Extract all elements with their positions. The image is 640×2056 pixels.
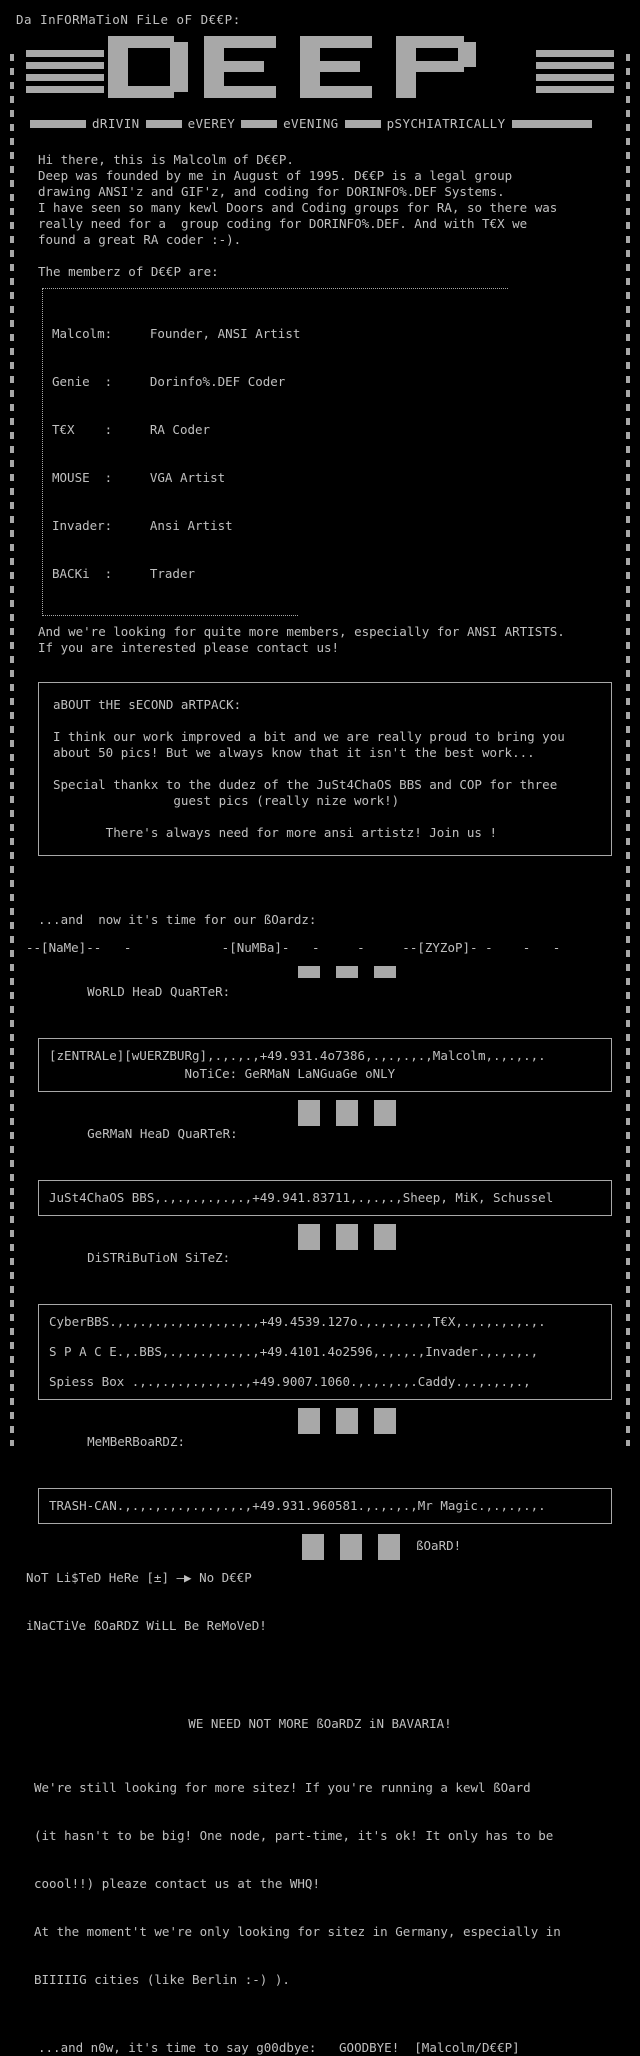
member-role: Trader bbox=[149, 566, 196, 581]
tagline-word-4: pSYCHIATRICALLY bbox=[386, 116, 506, 131]
member-role: Founder, ANSI Artist bbox=[149, 326, 301, 341]
intro-line-3: drawing ANSI'z and GIF'z, and coding for DORINFO%.DEF Systems. bbox=[38, 184, 505, 199]
tagline-word-1: dRIVIN bbox=[92, 116, 140, 131]
recruit-line-1: And we're looking for quite more members, especially for ANSI ARTISTS. bbox=[38, 624, 565, 639]
member-handle: MOUSE : bbox=[52, 470, 113, 485]
member-role: Ansi Artist bbox=[149, 518, 233, 533]
footnote-line-2: iNaCTiVe ßOaRDZ WiLL Be ReMoVeD! bbox=[26, 1618, 267, 1633]
board-row: Spiess Box .,.,.,.,.,.,.,.,+49.9007.1060.,.,.,.,.Caddy.,.,.,.,., bbox=[49, 1374, 531, 1389]
footnote-marker-squares bbox=[302, 1534, 400, 1560]
artpack-line-4: guest pics (really nize work!) bbox=[53, 793, 400, 808]
boards-intro: ...and now it's time for our ßOardz: bbox=[38, 912, 317, 927]
artpack-title: aBOUT tHE sECOND aRTPACK: bbox=[53, 697, 242, 712]
member-row bbox=[52, 374, 628, 390]
intro-line-2: Deep was founded by me in August of 1995. D€€P is a legal group bbox=[38, 168, 513, 183]
logo-letter-p bbox=[396, 36, 482, 98]
board-row: CyberBBS.,.,.,.,.,.,.,.,.,.,+49.4539.127o.,.,.,.,.,T€X,.,.,.,.,.,. bbox=[49, 1314, 546, 1329]
member-role: VGA Artist bbox=[149, 470, 226, 485]
logo-tagline-row bbox=[12, 116, 628, 138]
member-row bbox=[52, 518, 628, 534]
footnote-board-label: ßOaRD! bbox=[416, 1538, 462, 1553]
logo-right-bars bbox=[536, 50, 614, 98]
board-row: S P A C E.,.BBS,.,.,.,.,.,.,+49.4101.4o2596,.,.,.,Invader.,.,.,., bbox=[49, 1344, 539, 1359]
ghq-title-text: GeRMaN HeaD QuaRTeR: bbox=[87, 1126, 238, 1141]
member-row bbox=[52, 470, 628, 486]
artpack-line-5: There's always need for more ansi artistz! Join us ! bbox=[53, 825, 498, 840]
member-handle: Invader: bbox=[52, 518, 113, 533]
deep-logo bbox=[12, 36, 628, 114]
members-heading: The memberz of D€€P are: bbox=[38, 264, 219, 279]
artpack-line-1: I think our work improved a bit and we are really proud to bring you bbox=[53, 729, 565, 744]
member-row bbox=[52, 566, 628, 582]
board-box-whq bbox=[38, 1038, 612, 1092]
member-role: Dorinfo%.DEF Coder bbox=[149, 374, 286, 389]
closing-line-2: (it hasn't to be big! One node, part-time, it's ok! It only has to be bbox=[34, 1828, 554, 1843]
tagline-word-3: eVENING bbox=[283, 116, 339, 131]
board-box-memberboards bbox=[38, 1488, 612, 1524]
logo-left-bars bbox=[26, 50, 104, 98]
boards-closing bbox=[34, 1748, 628, 2020]
boards-column-header: --[NaMe]-- - -[NuMBa]- - - --[ZYZoP]- - - - bbox=[26, 940, 561, 955]
member-list bbox=[38, 288, 628, 616]
memberboards-title-text: MeMBeRBoaRDZ: bbox=[87, 1434, 185, 1449]
memberboards-marker-squares bbox=[298, 1408, 396, 1434]
ghq-marker-squares bbox=[298, 1100, 396, 1126]
boards-banner: WE NEED NOT MORE ßOaRDZ iN BAVARIA! bbox=[188, 1716, 452, 1731]
member-handle: T€X : bbox=[52, 422, 113, 437]
logo-letterforms bbox=[108, 36, 482, 98]
member-handle: BACKi : bbox=[52, 566, 113, 581]
boards-footnote bbox=[26, 1538, 628, 1698]
dist-marker-squares bbox=[298, 1224, 396, 1250]
section-title-ghq bbox=[42, 1110, 628, 1174]
intro-line-1: Hi there, this is Malcolm of D€€P. bbox=[38, 152, 294, 167]
logo-letter-e2 bbox=[300, 36, 386, 98]
board-box-ghq bbox=[38, 1180, 612, 1216]
member-role: RA Coder bbox=[149, 422, 211, 437]
board-notice: NoTiCe: GeRMaN LaNGuaGe oNLY bbox=[49, 1066, 396, 1081]
artpack-box bbox=[38, 682, 612, 856]
board-row: [zENTRALe][wUERZBURg],.,.,.,+49.931.4o7386,.,.,.,.,Malcolm,.,.,.,. bbox=[49, 1048, 546, 1063]
logo-letter-e1 bbox=[204, 36, 290, 98]
footnote-line-1: NoT Li$TeD HeRe [±] —▶ No D€€P bbox=[26, 1570, 252, 1585]
section-title-memberboards bbox=[42, 1418, 628, 1482]
board-row: JuSt4ChaOS BBS,.,.,.,.,.,.,+49.941.83711,.,.,.,Sheep, MiK, Schussel bbox=[49, 1190, 554, 1205]
whq-title-text: WoRLD HeaD QuaRTeR: bbox=[87, 984, 231, 999]
closing-line-3: coool!!) pleaze contact us at the WHQ! bbox=[34, 1876, 320, 1891]
artpack-line-2: about 50 pics! But we always know that it isn't the best work... bbox=[53, 745, 535, 760]
intro-line-4: I have seen so many kewl Doors and Coding groups for RA, so there was bbox=[38, 200, 558, 215]
section-title-whq bbox=[42, 968, 628, 1032]
board-box-dist bbox=[38, 1304, 612, 1400]
intro-line-5: really need for a group coding for DORINFO%.DEF. And with T€X we bbox=[38, 216, 528, 231]
artpack-line-3: Special thankx to the dudez of the JuSt4ChaOS BBS and COP for three bbox=[53, 777, 558, 792]
document-title: Da InFORMaTioN FiLe oF D€€P: bbox=[16, 12, 241, 27]
recruit-line-2: If you are interested please contact us! bbox=[38, 640, 340, 655]
closing-line-1: We're still looking for more sitez! If you're running a kewl ßOard bbox=[34, 1780, 531, 1795]
tagline-word-2: eVEREY bbox=[187, 116, 236, 131]
closing-line-4: At the moment't we're only looking for sitez in Germany, especially in bbox=[34, 1924, 561, 1939]
member-handle: Genie : bbox=[52, 374, 113, 389]
member-handle: Malcolm: bbox=[52, 326, 113, 341]
board-row: TRASH-CAN.,.,.,.,.,.,.,.,.,+49.931.960581.,.,.,.,Mr Magic.,.,.,.,. bbox=[49, 1498, 546, 1513]
boards-section bbox=[12, 882, 628, 2056]
intro-line-6: found a great RA coder :-). bbox=[38, 232, 242, 247]
goodbye-line: ...and n0w, it's time to say g00dbye: GOODBYE! [Malcolm/D€€P] bbox=[38, 2040, 520, 2055]
logo-letter-d bbox=[108, 36, 194, 98]
closing-line-5: BIIIIIG cities (like Berlin :-) ). bbox=[34, 1972, 290, 1987]
dist-title-text: DiSTRiBuTioN SiTeZ: bbox=[87, 1250, 231, 1265]
whq-marker-squares bbox=[298, 966, 396, 978]
section-title-dist bbox=[42, 1234, 628, 1298]
member-row bbox=[52, 326, 628, 342]
left-edge-decoration bbox=[10, 54, 14, 1446]
member-row bbox=[52, 422, 628, 438]
